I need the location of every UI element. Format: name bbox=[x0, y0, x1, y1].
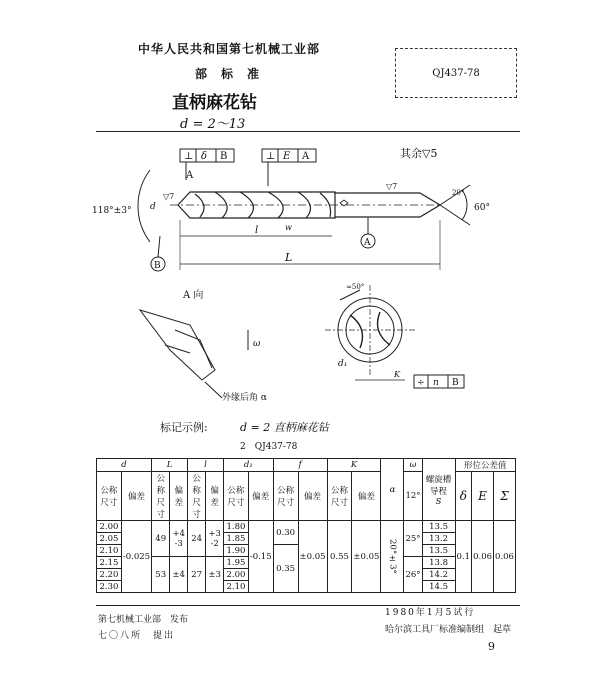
datum-a-top: A bbox=[186, 170, 194, 181]
standard-category: 部 标 准 bbox=[195, 67, 261, 81]
datum-b-circle: B bbox=[154, 261, 161, 271]
col-d: d bbox=[97, 459, 152, 472]
dim-l: l bbox=[255, 225, 259, 236]
table-row: 2.30 2.10 14.5 bbox=[97, 581, 516, 593]
spec-table: d L l d₁ f K α ω 螺旋槽导程 S 形位公差值 公称尺寸 偏差 公称尺寸 偏差 公称尺寸 偏差 公称尺寸 偏差 公称尺寸 偏差 公称尺寸 偏差 12° δ E Σ 2.00 -0.025 49 +4 -3 24 +3 -2 1.80 -0.15 0.30 ±0.05 0.55 ±0.05 20°±3° 25° 13.5 0.1 0.06 0.06 2.05 1.85 13.2 2.10 1.90 0.35 13.5 2.15 53 ±4 27 ±3 1.95 26° 13.8 2.20 2.00 14.2 2.30 2.10 14.5 bbox=[96, 458, 516, 593]
col-L: L bbox=[152, 459, 188, 472]
shank-mark: ▽7 bbox=[386, 182, 398, 191]
dim-w: w bbox=[285, 223, 292, 232]
page-number: 9 bbox=[488, 640, 495, 653]
dim-d: d bbox=[150, 202, 156, 212]
col-d1: d₁ bbox=[224, 459, 274, 472]
fcf3-sym: ÷ bbox=[417, 378, 425, 388]
fcf2-tol: E bbox=[283, 151, 291, 162]
dim-L: L bbox=[285, 251, 293, 264]
table-row: 2.00 -0.025 49 +4 -3 24 +3 -2 1.80 -0.15 0.30 ±0.05 0.55 ±0.05 20°±3° 25° 13.5 0.1 0.06 0.06 bbox=[97, 521, 516, 533]
tip-view bbox=[140, 310, 248, 398]
taper-mark: ▽7 bbox=[163, 192, 175, 201]
diameter-range: d = 2～13 bbox=[180, 117, 246, 132]
fcf1-sym: ⊥ bbox=[184, 151, 194, 162]
table-row: 2.20 2.00 14.2 bbox=[97, 569, 516, 581]
table-row: 2.05 1.85 13.2 bbox=[97, 533, 516, 545]
example-label: 标记示例: bbox=[160, 421, 208, 434]
fcf-section bbox=[414, 375, 464, 388]
fcf-top-left bbox=[180, 149, 234, 162]
fcf3-tol: n bbox=[433, 378, 439, 388]
fcf1-tol: δ bbox=[201, 151, 208, 162]
omega-top: 12° bbox=[404, 472, 422, 521]
angle-60: 60° bbox=[474, 203, 490, 213]
col-tol: 形位公差值 bbox=[455, 459, 515, 472]
section-k: K bbox=[394, 370, 400, 379]
col-spiral: 螺旋槽导程 S bbox=[422, 459, 455, 521]
standard-number: QJ437-78 bbox=[432, 67, 480, 79]
fcf2-datum: A bbox=[302, 151, 310, 162]
ministry-title: 中华人民共和国第七机械工业部 bbox=[138, 42, 321, 56]
document-title: 直柄麻花钻 bbox=[172, 93, 257, 113]
col-f: f bbox=[273, 459, 327, 472]
table-row: 2.15 53 ±4 27 ±3 1.95 26° 13.8 bbox=[97, 557, 516, 569]
angle-20: 20° bbox=[452, 189, 465, 197]
fcf1-datum: B bbox=[220, 151, 228, 162]
example-code: 2 QJ437-78 bbox=[240, 442, 298, 452]
trial-date: 1980年1月5试行 bbox=[385, 608, 476, 618]
tip-omega: ω bbox=[253, 339, 261, 349]
fcf3-datum: B bbox=[452, 378, 459, 388]
section-d1: d₁ bbox=[338, 359, 348, 369]
drafter: 哈尔滨工具厂标准编制组 起草 bbox=[385, 625, 512, 635]
view-a-label: A 向 bbox=[183, 290, 204, 301]
fcf2-sym: ⊥ bbox=[266, 151, 276, 162]
datum-a-circle: A bbox=[364, 238, 371, 248]
issuer: 第七机械工业部 发布 bbox=[98, 615, 189, 625]
section-angle: ≈50° bbox=[346, 283, 365, 291]
col-l: l bbox=[188, 459, 224, 472]
col-alpha: α bbox=[381, 459, 404, 521]
fcf-top-mid bbox=[262, 149, 316, 162]
proposer: 七〇八所 提出 bbox=[98, 631, 176, 641]
col-omega: ω bbox=[404, 459, 422, 472]
angle-118: 118°±3° bbox=[92, 206, 132, 216]
example-text: d = 2 直柄麻花钻 bbox=[240, 421, 329, 434]
table-row: 2.10 1.90 0.35 13.5 bbox=[97, 545, 516, 557]
margin-clearance-label: 外缘后角 α bbox=[222, 393, 267, 403]
drill-body bbox=[170, 192, 440, 218]
col-k: K bbox=[327, 459, 381, 472]
rest-surface-label: 其余▽5 bbox=[400, 147, 438, 160]
